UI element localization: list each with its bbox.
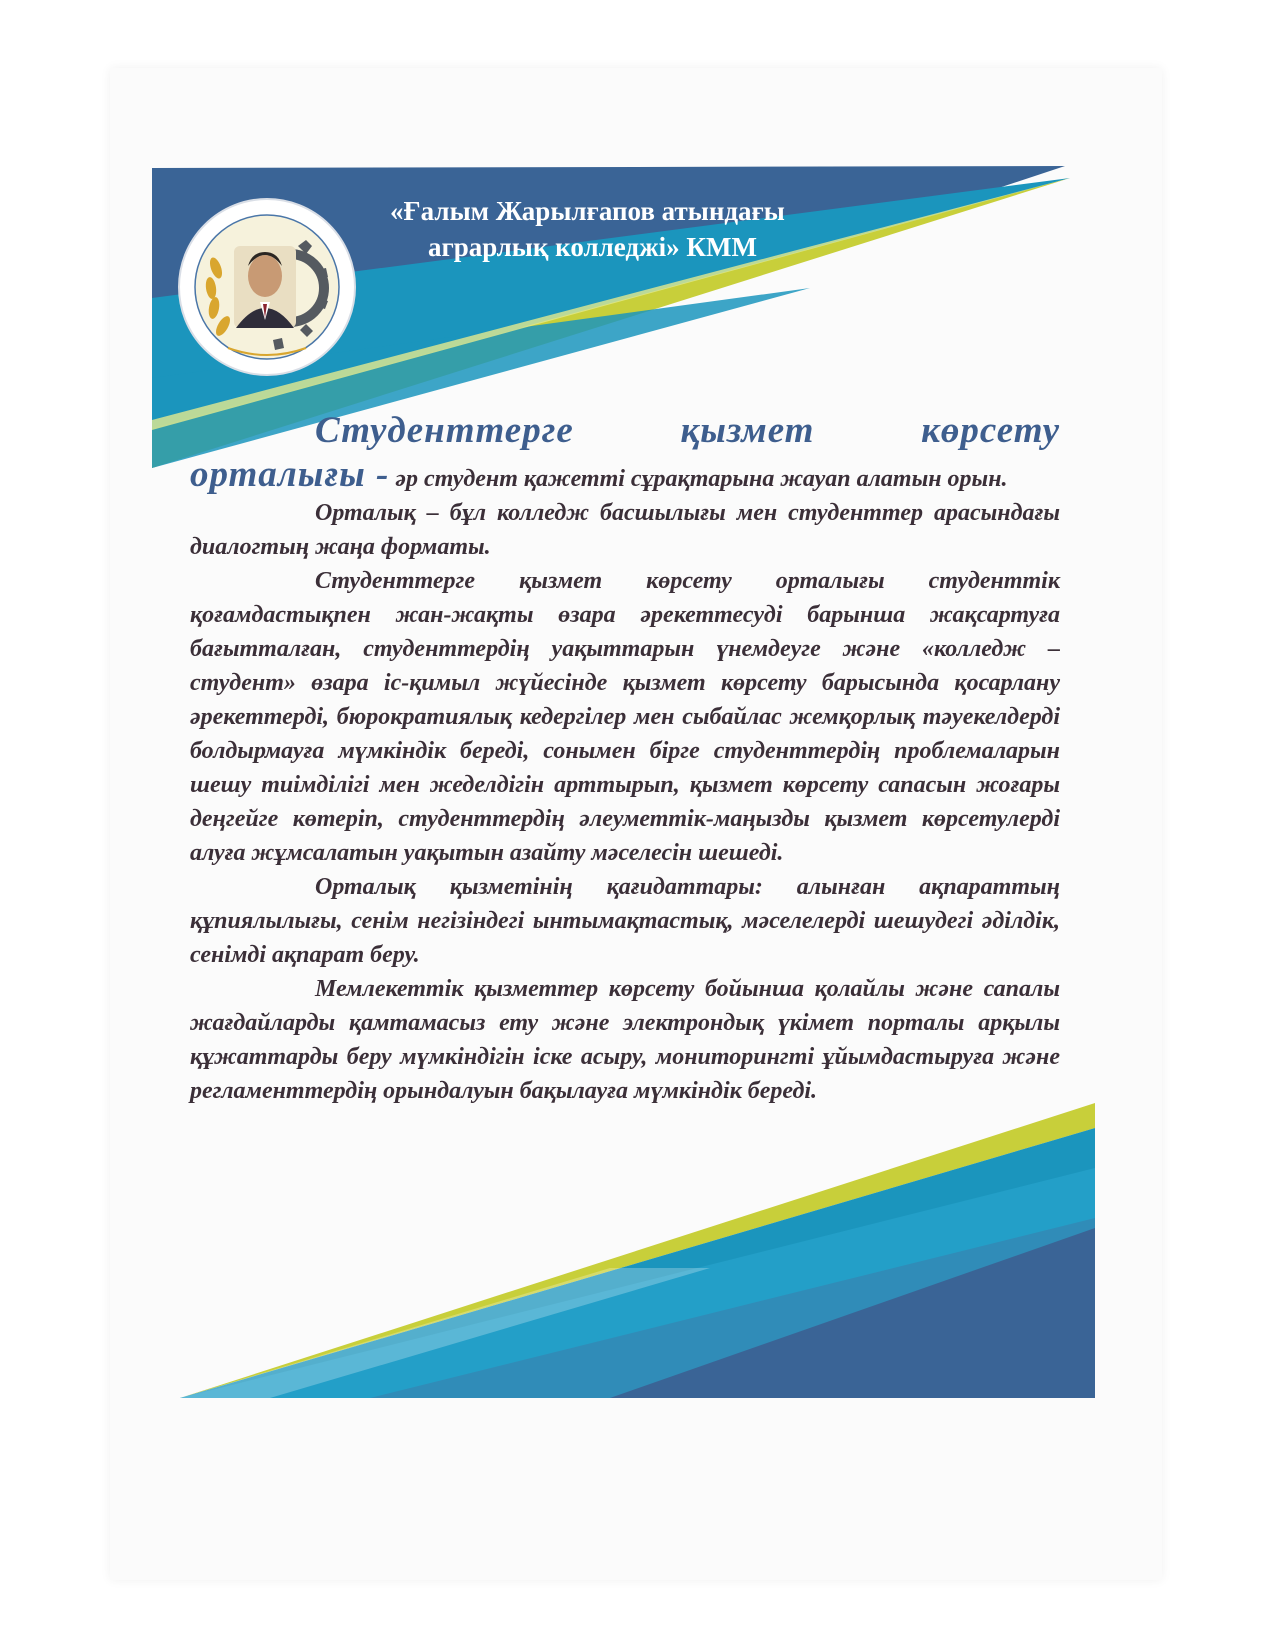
document-body	[190, 408, 1060, 1108]
lead-heading-word-2: қызмет	[680, 410, 815, 451]
lead-heading-word-1: Студенттерге	[315, 410, 574, 451]
paragraph-5: Мемлекеттік қызметтер көрсету бойынша қолайлы және сапалы жағдайларды қамтамасыз ету және электрондық үкімет порталы арқылы құжаттарды беру мүмкіндігін іске асыру, мониторингті ұйымдастыруға және регламенттердің орындалуын бақылауға мүмкіндік береді.	[190, 976, 1060, 1104]
paragraph-4: Орталық қызметінің қағидаттары: алынған ақпараттың құпиялылығы, сенім негізіндегі ынтымақтастық, мәселелерді шешудегі әділдік, сенімді ақпарат беру.	[190, 874, 1060, 968]
header-title-line2: аграрлық колледжі» КММ	[428, 232, 757, 262]
college-logo	[178, 198, 356, 376]
paragraph-1	[190, 454, 1060, 496]
lead-heading-word-4: орталығы -	[190, 454, 390, 495]
logo-emblem-icon	[178, 198, 356, 376]
document-sheet	[110, 68, 1162, 1580]
paragraph-1-text: әр студент қажетті сұрақтарына жауап алатын орын.	[395, 466, 1008, 492]
paragraph-2: Орталық – бұл колледж басшылығы мен студенттер арасындағы диалогтың жаңа форматы.	[190, 500, 1060, 560]
lead-heading-word-3: көрсету	[921, 410, 1061, 451]
header-title	[390, 193, 950, 265]
lead-heading-line	[190, 408, 1060, 458]
paragraph-3: Студенттерге қызмет көрсету орталығы студенттік қоғамдастықпен жан-жақты өзара әрекеттесуді барынша жақсартуға бағытталған, студенттердің уақыттарын үнемдеуге және «колледж – студент» өзара іс-қимыл жүйесінде қызмет көрсету барысында қосарлану әрекеттерді, бюрократиялық кедергілер мен сыбайлас жемқорлық тәуекелдерді болдырмауға мүмкіндік береді, сонымен бірге студенттердің проблемаларын шешу тиімділігі мен жеделдігін арттырып, қызмет көрсету сапасын жоғары деңгейге көтеріп, студенттердің әлеуметтік-маңызды қызмет көрсетулерді алуға жұмсалатын уақытын азайту мәселесін шешеді.	[190, 568, 1060, 866]
header-title-line1: «Ғалым Жарылғапов атындағы	[390, 196, 785, 226]
